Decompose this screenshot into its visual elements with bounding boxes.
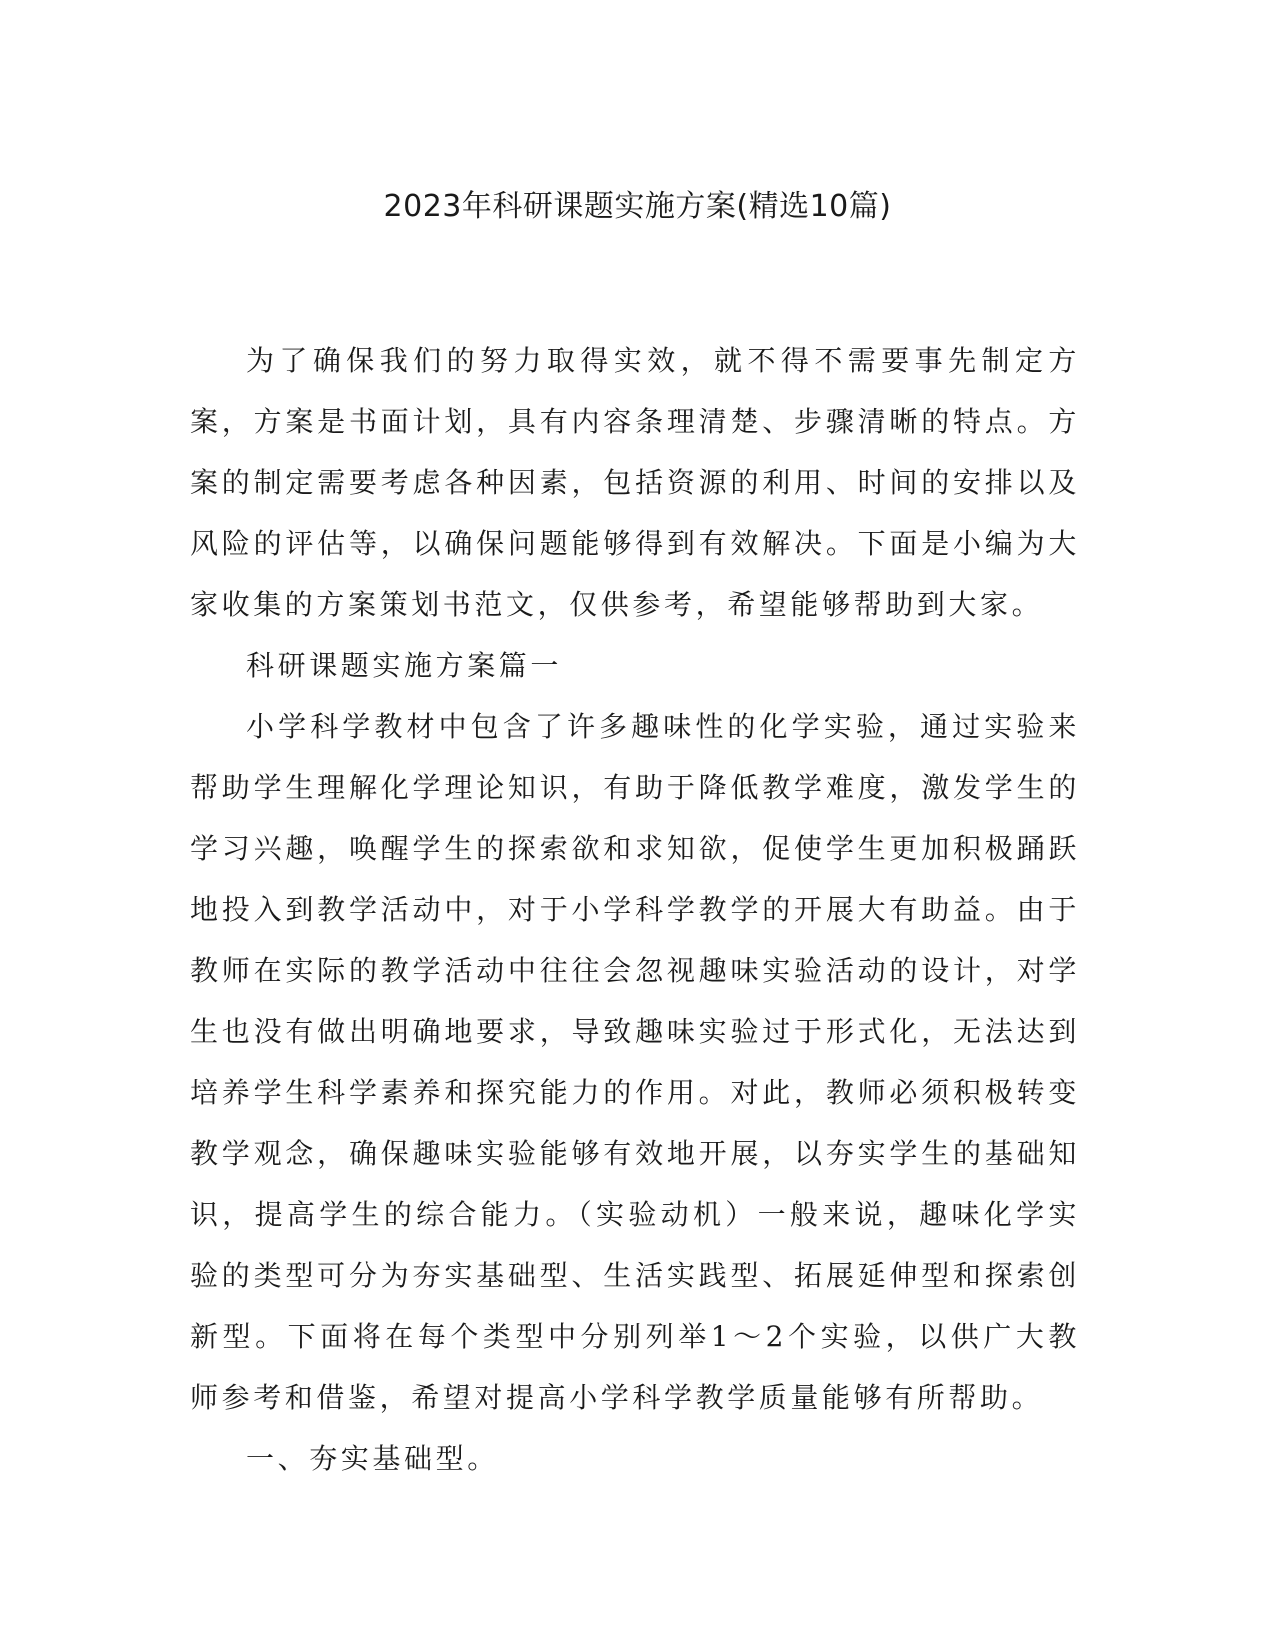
section-heading: 科研课题实施方案篇一 — [246, 649, 563, 682]
document-title: 2023年科研课题实施方案(精选10篇) — [383, 189, 892, 224]
body-paragraph: 小学科学教材中包含了许多趣味性的化学实验，通过实验来帮助学生理解化学理论知识，有助于降低教学难度，激发学生的学习兴趣，唤醒学生的探索欲和求知欲，促使学生更加积极踊跃地投入到教学活动中，对于小学科学教学的开展大有助益。由于教师在实际的教学活动中往往会忽视趣味实验活动的设计，对学生也没有做出明确地要求，导致趣味实验过于形式化，无法达到培养学生科学素养和探究能力的作用。对此，教师必须积极转变教学观念，确保趣味实验能够有效地开展，以夯实学生的基础知识，提高学生的综合能力。（实验动机）一般来说，趣味化学实验的类型可分为夯实基础型、生活实践型、拓展延伸型和探索创新型。下面将在每个类型中分别列举1～2个实验，以供广大教师参考和借鉴，希望对提高小学科学教学质量能够有所帮助。 — [190, 710, 1080, 1414]
intro-paragraph: 为了确保我们的努力取得实效，就不得不需要事先制定方案，方案是书面计划，具有内容条理清楚、步骤清晰的特点。方案的制定需要考虑各种因素，包括资源的利用、时间的安排以及风险的评估等，以确保问题能够得到有效解决。下面是小编为大家收集的方案策划书范文，仅供参考，希望能够帮助到大家。 — [190, 344, 1080, 621]
document-body — [190, 330, 1080, 1489]
subsection-heading: 一、夯实基础型。 — [246, 1442, 499, 1475]
